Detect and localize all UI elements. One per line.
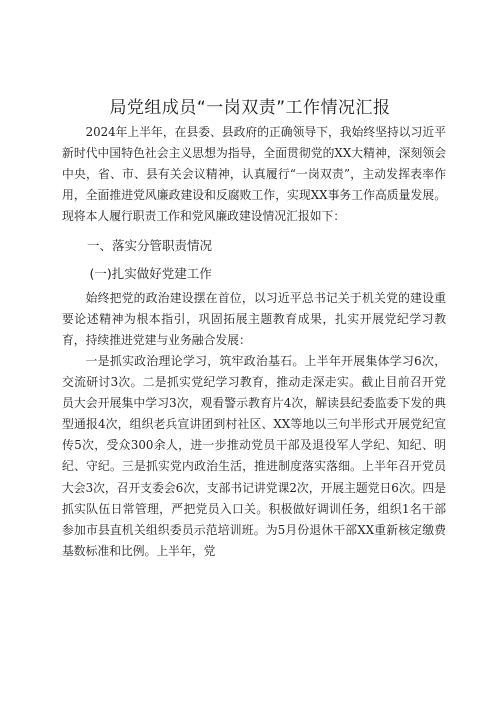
- intro-paragraph: 2024年上半年，在县委、县政府的正确领导下，我始终坚持以习近平新时代中国特色社会主义思想为指导，全面贯彻党的XX大精神，深刻领会中央，省、市、县有关会议精神，认真履行“一岗双责”，主动发挥表率作用，全面推进党风廉政建设和反腐败工作，实现XX事务工作高质量发展。现将本人履行职责工作和党风廉政建设情况汇报如下：: [62, 125, 446, 224]
- document-title: 局党组成员“一岗双责”工作情况汇报: [109, 98, 391, 118]
- body-paragraph: 始终把党的政治建设摆在首位，以习近平总书记关于机关党的建设重要论述精神为根本指引，巩固拓展主题教育成果，扎实开展党纪学习教育，持续推进党建与业务融合发展：: [62, 290, 446, 347]
- subsection-heading: (一)扎实做好党建工作: [89, 265, 212, 281]
- document-body: [62, 122, 446, 562]
- body-paragraph: 一是抓实政治理论学习，筑牢政治基石。上半年开展集体学习6次，交流研讨3次。二是抓实党纪学习教育，推动走深走实。截止目前召开党员大会开展集中学习3次，观看警示教育片4次，解读县纪委监委下发的典型通报4次，组织老兵宣讲团到村社区、XX等地以三句半形式开展党纪宣传5次，受众300余人，进一步推动党员干部及退役军人学纪、知纪、明纪、守纪。三是抓实党内政治生活，推进制度落实落细。上半年召开党员大会3次，召开支委会6次，支部书记讲党课2次，开展主题党日6次。四是抓实队伍日常管理，严把党员入口关。积极做好调训任务，组织1名干部参加市县直机关组织委员示范培训班。为5月份退休干部XX重新核定缴费基数标准和比例。上半年，党: [62, 353, 446, 558]
- section-heading: 一、落实分管职责情况: [87, 238, 213, 254]
